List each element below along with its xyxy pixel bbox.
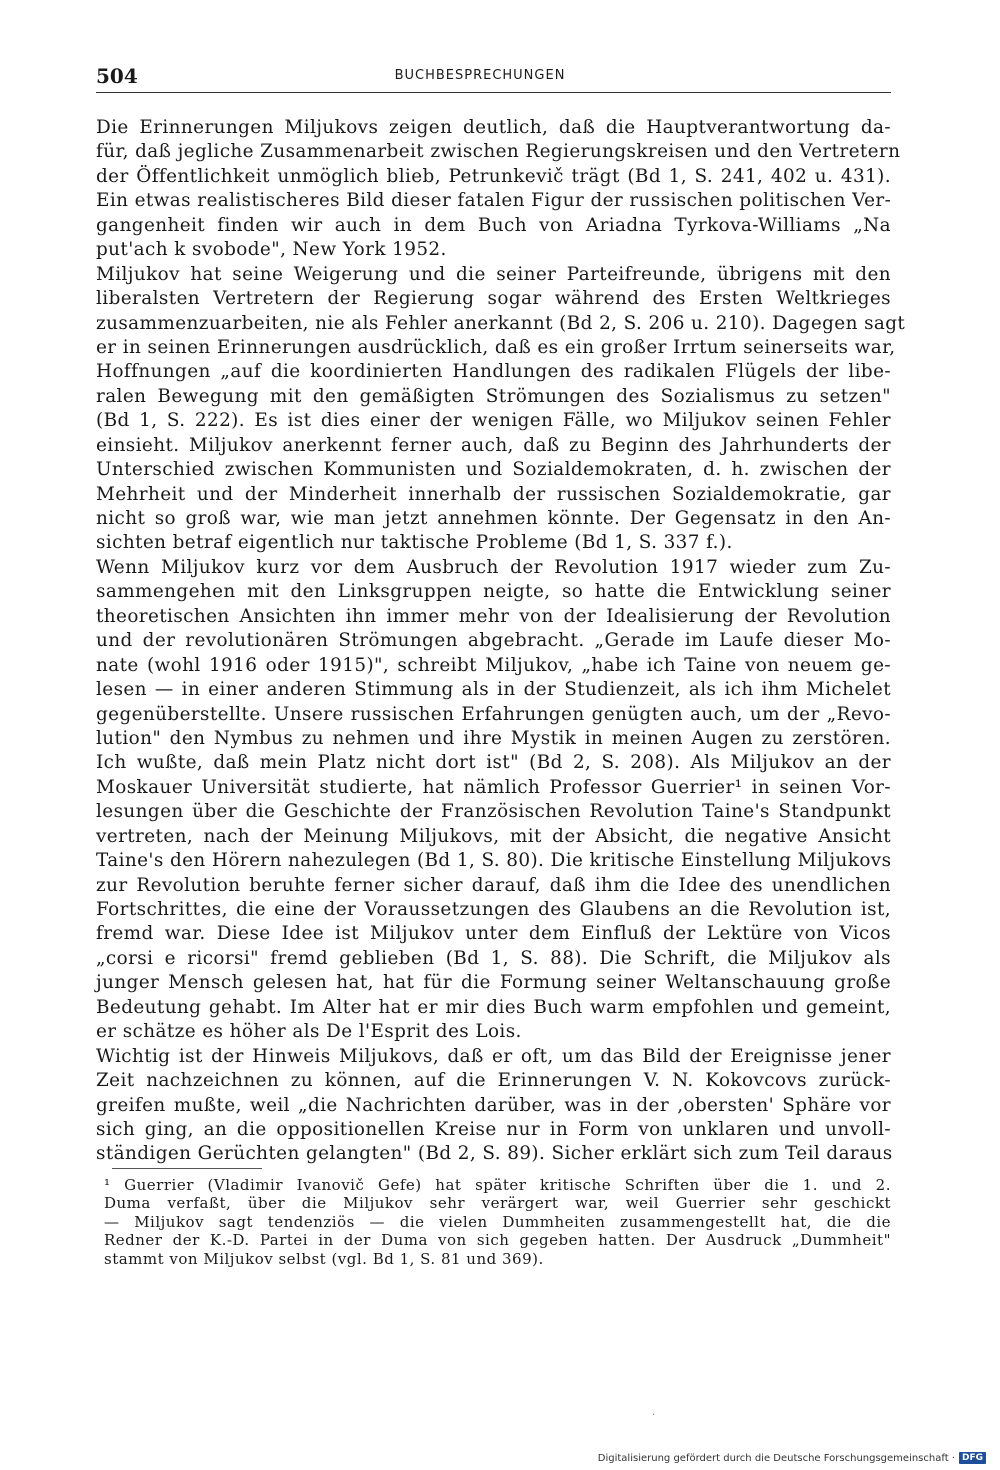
body-line: ralen Bewegung mit den gemäßigten Strömungen des Sozialismus zu setzen" xyxy=(96,385,891,407)
body-line: Die Erinnerungen Miljukovs zeigen deutlich, daß die Hauptverantwortung da- xyxy=(96,117,891,138)
body-line: Mehrheit und der Minderheit innerhalb der russischen Sozialdemokratie, gar xyxy=(96,483,891,505)
body-line: lution" den Nymbus zu nehmen und ihre Mystik in meinen Augen zu zerstören. xyxy=(96,727,891,749)
body-line: zusammenzuarbeiten, nie als Fehler anerkannt (Bd 2, S. 206 u. 210). Dagegen sagt xyxy=(96,312,906,334)
body-line: gegenüberstellte. Unsere russischen Erfahrungen genügten auch, um der „Revo- xyxy=(96,703,891,725)
body-line: lesen — in einer anderen Stimmung als in der Studienzeit, als ich ihm Michelet xyxy=(96,679,891,701)
body-line: Wichtig ist der Hinweis Miljukovs, daß er oft, um das Bild der Ereignisse jener xyxy=(96,1045,891,1067)
body-line: ständigen Gerüchten gelangten" (Bd 2, S. 89). Sicher erklärt sich zum Teil daraus xyxy=(96,1143,893,1165)
body-line: (Bd 1, S. 222). Es ist dies einer der wenigen Fälle, wo Miljukov seinen Fehler xyxy=(96,410,891,432)
body-line: sichten betraf eigentlich nur taktische Probleme (Bd 1, S. 337 f.). xyxy=(96,532,733,554)
running-head: BUCHBESPRECHUNGEN xyxy=(394,68,566,83)
body-line: „corsi e ricorsi" fremd geblieben (Bd 1, S. 88). Die Schrift, die Miljukov als xyxy=(96,947,891,969)
header-rule xyxy=(96,92,891,93)
body-line: nicht so groß war, wie man jetzt annehmen könnte. Der Gegensatz in den An- xyxy=(96,508,891,529)
body-line: liberalsten Vertretern der Regierung sogar während des Ersten Weltkrieges xyxy=(96,288,891,310)
scan-mark: · xyxy=(652,1410,656,1421)
body-text xyxy=(96,116,906,1167)
body-line: Miljukov hat seine Weigerung und die seiner Parteifreunde, übrigens mit den xyxy=(96,263,891,285)
body-line: einsieht. Miljukov anerkennt ferner auch, daß zu Beginn des Jahrhunderts der xyxy=(96,434,891,456)
body-line: nate (wohl 1916 oder 1915)", schreibt Miljukov, „habe ich Taine von neuem ge- xyxy=(96,654,891,676)
body-line: er schätze es höher als De l'Esprit des Lois. xyxy=(96,1021,522,1043)
body-line: Moskauer Universität studierte, hat nämlich Professor Guerrier¹ in seinen Vor- xyxy=(96,776,891,798)
footnotes xyxy=(104,1176,891,1268)
body-line: sammengehen mit den Linksgruppen neigte, so hatte die Entwicklung seiner xyxy=(96,581,891,603)
body-line: theoretischen Ansichten ihn immer mehr von der Idealisierung der Revolution xyxy=(96,605,891,627)
body-line: Bedeutung gehabt. Im Alter hat er mir dies Buch warm empfohlen und gemeint, xyxy=(96,996,891,1018)
digitization-notice-text: Digitalisierung gefördert durch die Deutsche Forschungsgemeinschaft · xyxy=(597,1452,955,1464)
body-line: Taine's den Hörern nahezulegen (Bd 1, S. 80). Die kritische Einstellung Miljukovs xyxy=(96,850,892,872)
body-line: Zeit nachzeichnen zu können, auf die Erinnerungen V. N. Kokovcovs zurück- xyxy=(96,1070,891,1092)
body-line: Wenn Miljukov kurz vor dem Ausbruch der Revolution 1917 wieder zum Zu- xyxy=(96,556,891,578)
body-line: der Öffentlichkeit unmöglich blieb, Petrunkevič trägt (Bd 1, S. 241, 402 u. 431). xyxy=(96,165,891,187)
footnote-line: — Miljukov sagt tendenziös — die vielen Dummheiten zusammengestellt hat, die die xyxy=(104,1212,891,1231)
body-line: junger Mensch gelesen hat, hat für die Formung seiner Weltanschauung große xyxy=(96,972,891,994)
dfg-logo: DFG xyxy=(959,1452,986,1464)
digitization-notice xyxy=(598,1452,986,1464)
body-line: und der revolutionären Strömungen abgebracht. „Gerade im Laufe dieser Mo- xyxy=(96,630,891,652)
body-line: put'ach k svobode", New York 1952. xyxy=(96,239,447,261)
footnote-rule xyxy=(112,1168,262,1169)
body-line: vertreten, nach der Meinung Miljukovs, mit der Absicht, die negative Ansicht xyxy=(96,825,891,847)
body-line: gangenheit finden wir auch in dem Buch von Ariadna Tyrkova-Williams „Na xyxy=(96,214,891,236)
body-line: sich ging, an die oppositionellen Kreise nur in Form von unklaren und unvoll- xyxy=(96,1118,891,1140)
footnote-line: Duma verfaßt, über die Miljukov sehr verärgert war, weil Guerrier sehr geschickt xyxy=(104,1194,891,1213)
body-line: Hoffnungen „auf die koordinierten Handlungen des radikalen Flügels der libe- xyxy=(96,361,891,383)
body-line: er in seinen Erinnerungen ausdrücklich, daß es ein großer Irrtum seinerseits war, xyxy=(96,336,896,358)
footnote-line: ¹ Guerrier (Vladimir Ivanovič Gefe) hat später kritische Schriften über die 1. und 2. xyxy=(104,1176,891,1194)
page-number: 504 xyxy=(96,64,138,88)
body-line: Ein etwas realistischeres Bild dieser fatalen Figur der russischen politischen Ver- xyxy=(96,190,892,212)
body-line: lesungen über die Geschichte der Französischen Revolution Taine's Standpunkt xyxy=(96,801,891,823)
body-line: Fortschrittes, die eine der Voraussetzungen des Glaubens an die Revolution ist, xyxy=(96,899,891,920)
body-line: greifen mußte, weil „die Nachrichten darüber, was in der ‚obersten' Sphäre vor xyxy=(96,1094,891,1116)
body-line: für, daß jegliche Zusammenarbeit zwischen Regierungskreisen und den Vertretern xyxy=(96,141,901,163)
footnote-line: Redner der K.-D. Partei in der Duma von sich gegeben hatten. Der Ausdruck „Dummheit" xyxy=(104,1231,891,1250)
body-line: zur Revolution beruhte ferner sicher darauf, daß ihm die Idee des unendlichen xyxy=(96,874,891,896)
footnote-line: stammt von Miljukov selbst (vgl. Bd 1, S. 81 und 369). xyxy=(104,1249,544,1268)
body-line: Ich wußte, daß mein Platz nicht dort ist" (Bd 2, S. 208). Als Miljukov an der xyxy=(96,752,891,774)
body-line: fremd war. Diese Idee ist Miljukov unter dem Einfluß der Lektüre von Vicos xyxy=(96,923,891,945)
body-line: Unterschied zwischen Kommunisten und Sozialdemokraten, d. h. zwischen der xyxy=(96,459,891,481)
